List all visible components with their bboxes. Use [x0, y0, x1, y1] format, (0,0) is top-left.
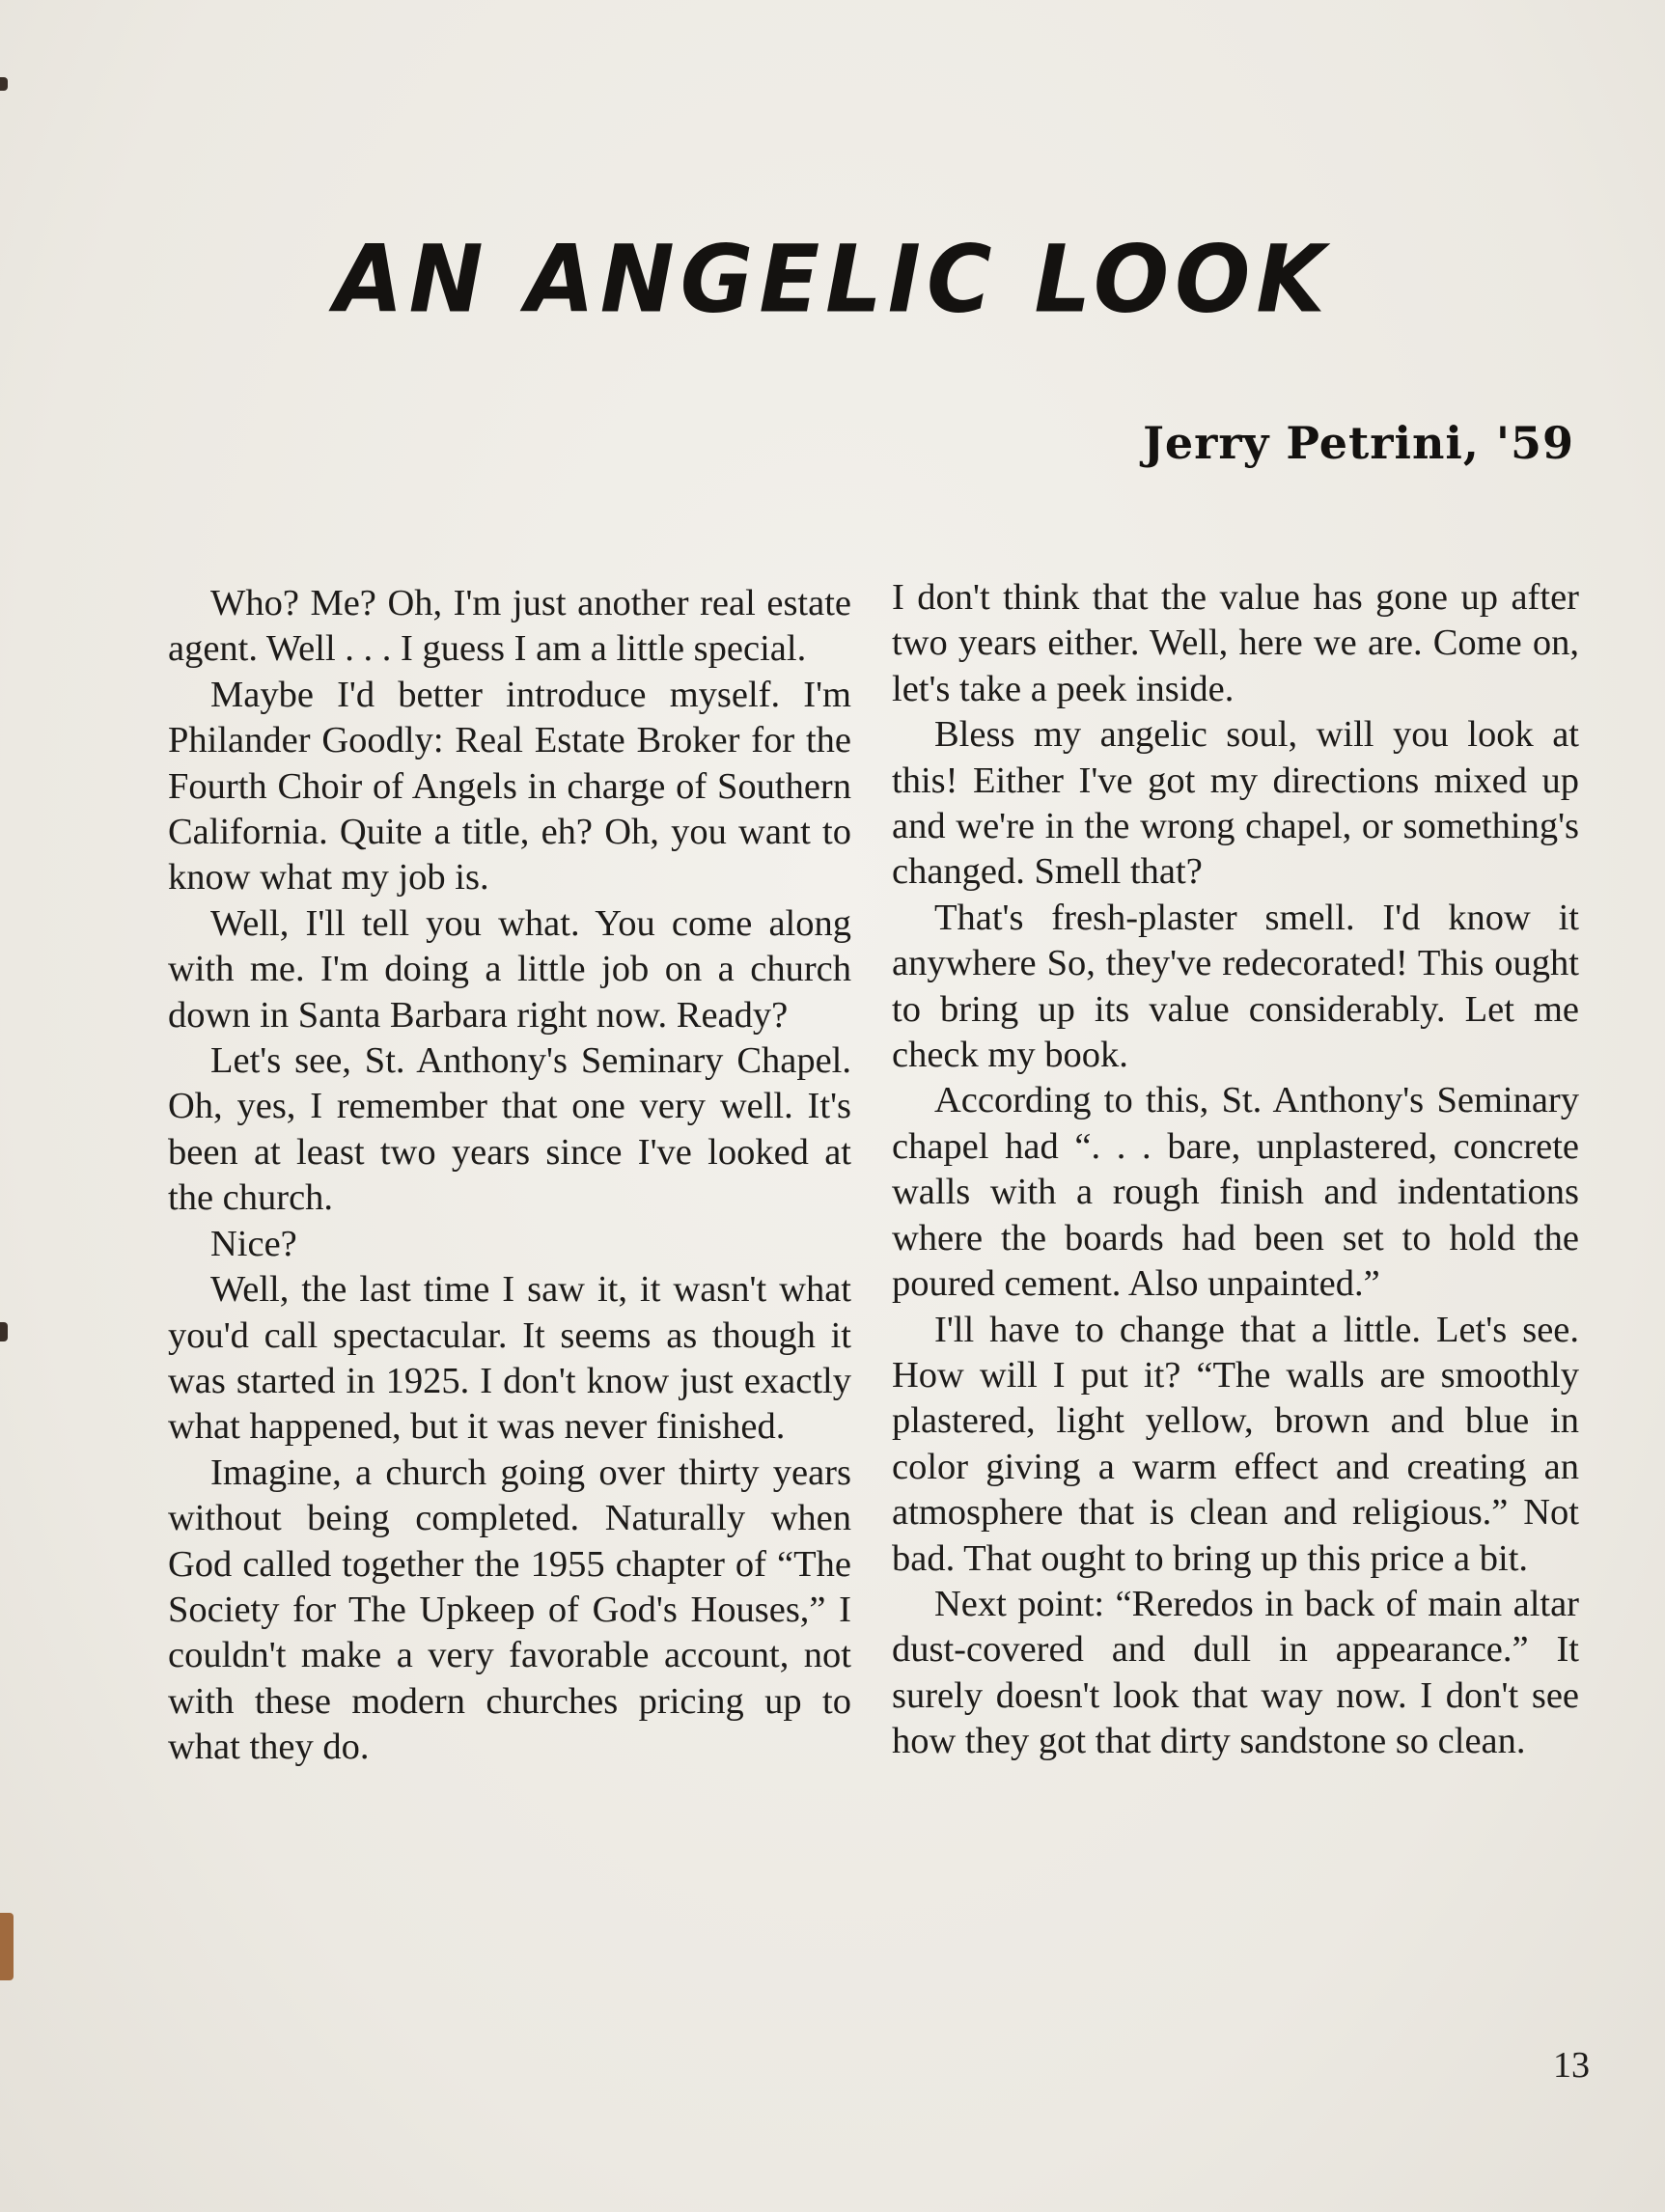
paragraph: Let's see, St. Anthony's Seminary Chapel. Oh, yes, I remember that one very well. It's been at least two years since I've looked at the church.: [168, 1040, 851, 1219]
paragraph: That's fresh-plaster smell. I'd know it anywhere So, they've redecorated! This ought to bring up its value considerably. Let me check my book.: [892, 897, 1579, 1076]
paragraph: Who? Me? Oh, I'm just another real estate agent. Well . . . I guess I am a little special.: [168, 583, 851, 670]
paragraph: I'll have to change that a little. Let's see. How will I put it? “The walls are smoothly plastered, light yellow, brown and blue in color giving a warm effect and creating an atmosphere that is clean and religious.” Not bad. That ought to bring up this price a bit.: [892, 1309, 1579, 1579]
paragraph: According to this, St. Anthony's Seminary chapel had “. . . bare, unplastered, concrete walls with a rough finish and indentations where the boards had been set to hold the poured cement. Also unpainted.”: [892, 1080, 1579, 1305]
left-column: [168, 581, 851, 1771]
right-column: [892, 575, 1579, 1765]
paragraph: Nice?: [210, 1223, 297, 1264]
paragraph: Bless my angelic soul, will you look at this! Either I've got my directions mixed up and we're in the wrong chapel, or something's changed. Smell that?: [892, 714, 1579, 893]
article-byline: Jerry Petrini, '59: [1143, 417, 1574, 469]
paragraph: Next point: “Reredos in back of main altar dust-covered and dull in appearance.” It surely doesn't look that way now. I don't see how they got that dirty sandstone so clean.: [892, 1583, 1579, 1762]
paragraph: Imagine, a church going over thirty years without being completed. Naturally when God called together the 1955 chapter of “The Society for The Upkeep of God's Houses,” I couldn't make a very favorable account, not with these modern churches pricing up to what they do.: [168, 1452, 851, 1768]
paragraph: Well, the last time I saw it, it wasn't what you'd call spectacular. It seems as though it was started in 1925. I don't know just exactly what happened, but it was never finished.: [168, 1269, 851, 1448]
page-edge-mark: [0, 1322, 8, 1341]
paragraph-continuation: I don't think that the value has gone up after two years either. Well, here we are. Come on, let's take a peek inside.: [892, 577, 1579, 709]
page-edge-mark: [0, 77, 8, 91]
page-number: 13: [1553, 2045, 1590, 2086]
paragraph: Maybe I'd better introduce myself. I'm Philander Goodly: Real Estate Broker for the Fourth Choir of Angels in charge of Southern California. Quite a title, eh? Oh, you want to know what my job is.: [168, 674, 851, 899]
page-edge-tear: [0, 1913, 14, 1980]
paragraph: Well, I'll tell you what. You come along with me. I'm doing a little job on a church down in Santa Barbara right now. Ready?: [168, 902, 851, 1036]
article-title: AN ANGELIC LOOK: [334, 225, 1331, 334]
